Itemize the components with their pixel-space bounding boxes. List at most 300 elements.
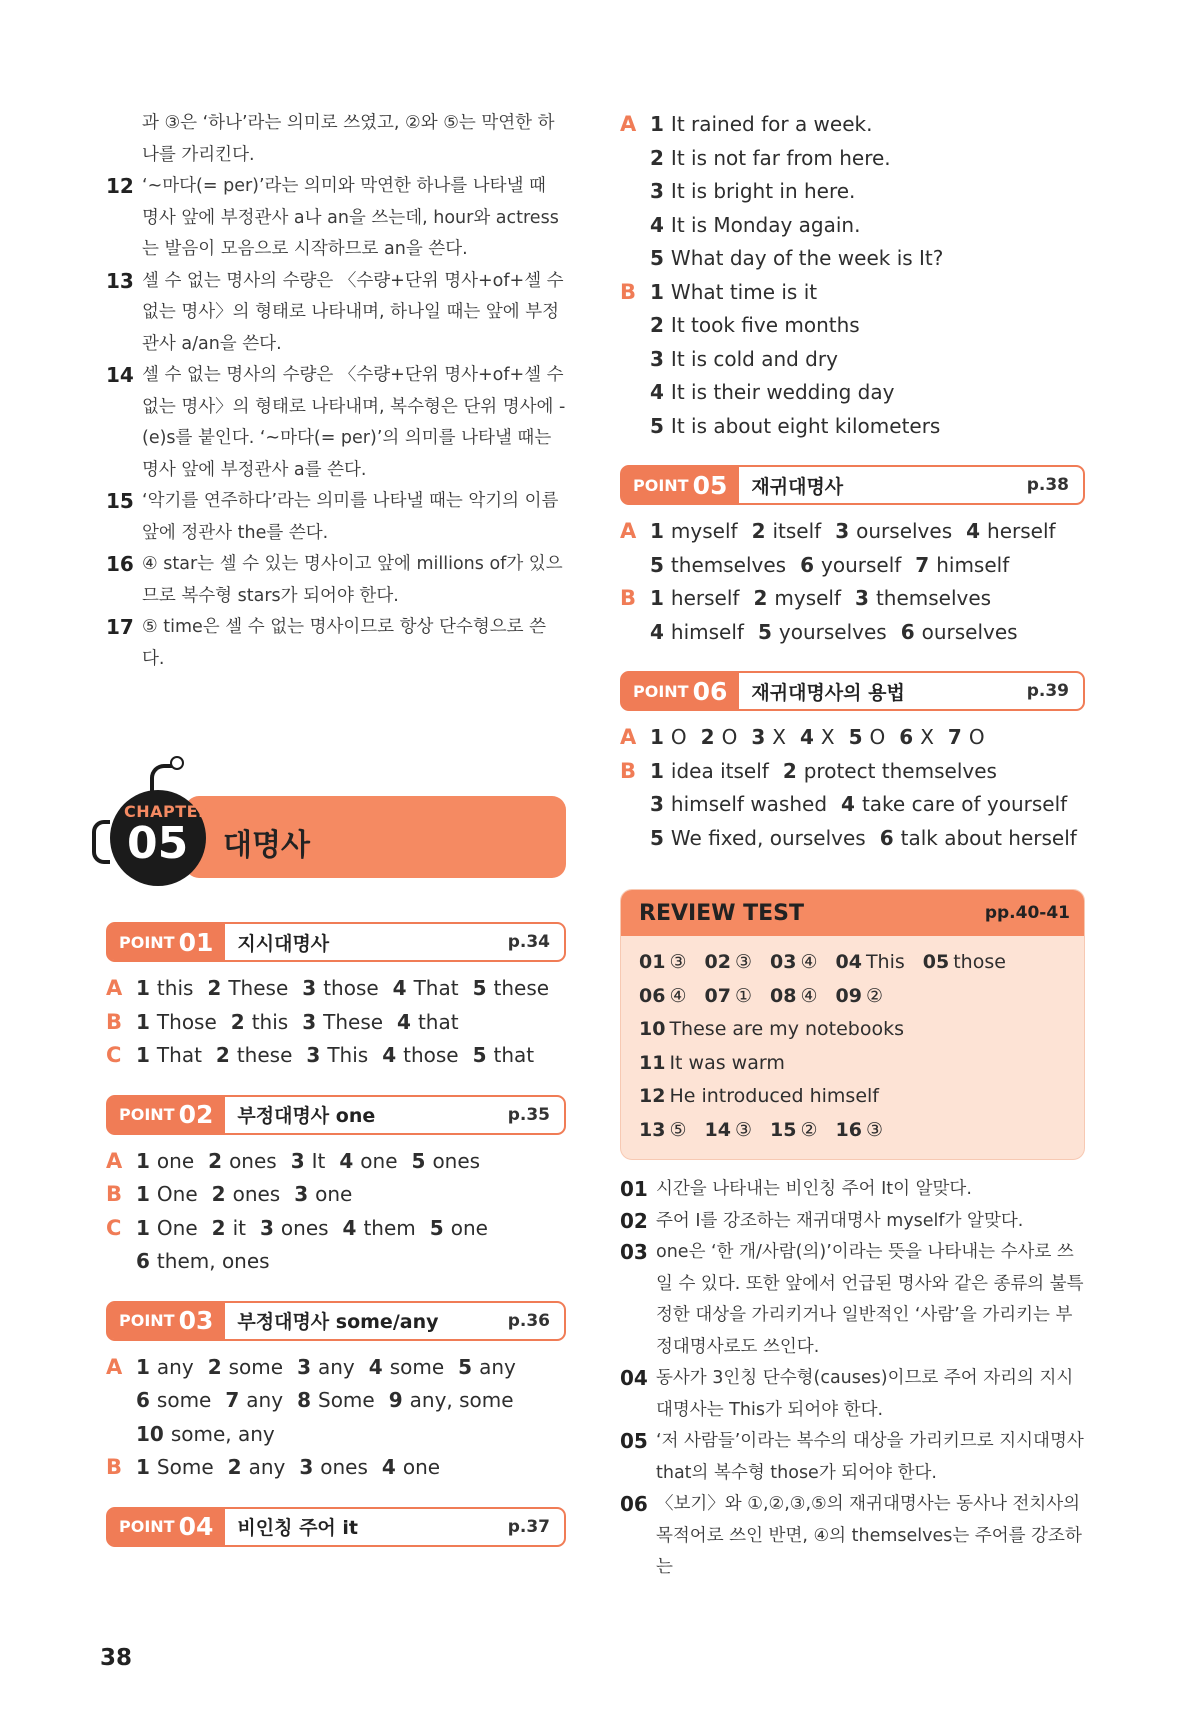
answer-item (915, 549, 1009, 583)
answer-text: any (479, 1354, 516, 1379)
review-answer: ④ (669, 984, 687, 1007)
section-letter: A (106, 1148, 123, 1173)
answer-text: It rained for a week. (670, 112, 873, 136)
answer-item (458, 1351, 516, 1385)
answer-number: 3 (297, 1354, 311, 1379)
review-answer: ② (865, 984, 883, 1007)
answer-line (620, 822, 1085, 856)
review-item (639, 1085, 879, 1107)
answer-number: 6 (800, 552, 814, 577)
review-number: 11 (639, 1051, 666, 1074)
review-item (639, 1052, 785, 1074)
answer-item (701, 721, 738, 755)
answer-line (106, 1451, 566, 1485)
answer-number: 3 (835, 519, 850, 543)
point-04-answers (620, 108, 1085, 443)
answer-item (473, 1039, 535, 1073)
answer-text: ourselves (921, 619, 1018, 644)
answer-line (620, 309, 1085, 343)
answer-text: yourselves (778, 619, 887, 644)
section-letter: C (106, 1215, 122, 1240)
answer-item (339, 1145, 397, 1179)
answer-line (106, 1145, 566, 1179)
answer-item (297, 1384, 375, 1418)
point-page: p.38 (1026, 475, 1069, 495)
answer-item (136, 1212, 198, 1246)
answer-item (650, 410, 940, 444)
point-header-03 (106, 1301, 566, 1341)
review-number: 07 (704, 984, 731, 1007)
note-item (106, 486, 566, 549)
answer-number: 1 (650, 279, 664, 304)
right-points (620, 465, 1085, 855)
answer-text: yourself (821, 552, 902, 577)
answer-text: O (968, 725, 985, 749)
answer-number: 2 (227, 1455, 242, 1479)
review-answer: This (865, 951, 905, 973)
review-title: REVIEW TEST (639, 900, 805, 926)
answer-item (382, 1039, 458, 1073)
answer-text: take care of yourself (861, 792, 1068, 816)
review-answer: These are my notebooks (669, 1018, 904, 1040)
answer-line (620, 142, 1085, 176)
answer-text: O (721, 725, 738, 749)
point-header-04 (106, 1507, 566, 1547)
answer-text: It is bright in here. (670, 179, 856, 203)
answer-item (136, 1178, 198, 1212)
answer-item (650, 549, 786, 583)
point-page: p.34 (507, 932, 550, 952)
answer-text: any (318, 1354, 355, 1379)
review-pages: pp.40-41 (984, 903, 1070, 923)
answer-item (231, 1006, 288, 1040)
section-letter: A (620, 519, 637, 543)
answer-number: 9 (388, 1388, 403, 1412)
answer-number: 4 (392, 976, 407, 1000)
answer-text: this (251, 1009, 289, 1034)
answer-text: them (363, 1215, 416, 1240)
answer-number: 7 (947, 725, 962, 749)
section-letter: A (106, 976, 123, 1000)
answer-text: themselves (875, 586, 992, 610)
answer-text: themselves (670, 552, 787, 577)
answer-number: 7 (225, 1388, 240, 1412)
answer-number: 4 (381, 1455, 396, 1479)
point-page: p.37 (507, 1516, 550, 1537)
answer-text: It took five months (670, 313, 860, 337)
review-answer: ② (800, 1118, 818, 1141)
answer-number: 3 (294, 1182, 309, 1206)
note-text: ④ star는 셀 수 있는 명사이고 앞에 millions of가 있으므로 복수형 stars가 되어야 한다. (142, 554, 563, 606)
answer-item (212, 1212, 246, 1246)
answer-number: 1 (136, 1215, 150, 1240)
note-number: 01 (620, 1177, 648, 1201)
answer-number: 4 (650, 619, 664, 644)
answer-number: 5 (411, 1148, 426, 1173)
review-line (639, 1047, 1066, 1081)
review-number: 03 (770, 951, 797, 973)
answer-number: 3 (650, 346, 664, 371)
spark-icon (170, 756, 184, 770)
left-column (106, 108, 566, 675)
point-tag (622, 467, 739, 503)
answer-text: X (772, 725, 786, 749)
answer-item (800, 549, 901, 583)
answer-item (369, 1351, 444, 1385)
answer-text: talk about herself (900, 825, 1077, 850)
review-line (639, 946, 1066, 980)
answer-item (849, 721, 886, 755)
left-points (106, 922, 566, 1557)
answer-number: 5 (650, 825, 664, 850)
answer-number: 4 (966, 519, 981, 543)
review-number: 05 (922, 951, 950, 973)
answer-text: ones (432, 1148, 481, 1173)
point-title: 비인칭 주어 it (237, 1517, 358, 1539)
answer-item (473, 972, 549, 1006)
answer-item (650, 376, 894, 410)
point-header-02 (106, 1095, 566, 1135)
note-text: ‘~마다(= per)’라는 의미와 막연한 하나를 나타낼 때 명사 앞에 부정관사 a나 an을 쓰는데, hour와 actress는 발음이 모음으로 시작하므로 an을 쓴다. (142, 176, 559, 259)
answer-line (106, 1039, 566, 1073)
right-column (620, 108, 1085, 1584)
answer-item (650, 343, 838, 377)
note-number: 12 (106, 174, 134, 198)
answer-item (650, 209, 860, 243)
note-item (620, 1174, 1085, 1206)
note-number (106, 108, 142, 171)
point-title: 부정대명사 some/any (237, 1311, 439, 1333)
answer-text: Some (156, 1455, 214, 1479)
note-item (620, 1489, 1085, 1584)
review-answer: It was warm (669, 1051, 785, 1074)
answer-text: itself (772, 519, 822, 543)
answer-text: O (869, 725, 886, 749)
answer-number: 6 (879, 825, 894, 850)
answer-item (260, 1212, 329, 1246)
review-line (639, 1114, 1066, 1148)
point-header-05 (620, 465, 1085, 505)
answer-text: any (246, 1388, 284, 1412)
left-notes (106, 108, 566, 675)
note-number: 04 (620, 1366, 648, 1390)
answer-number: 5 (757, 619, 772, 644)
answer-number: 3 (302, 976, 317, 1000)
review-answer: ③ (734, 951, 752, 973)
answer-text: It is cold and dry (670, 346, 838, 371)
answer-number: 1 (650, 112, 664, 136)
answer-number: 8 (297, 1388, 311, 1412)
point-page: p.35 (507, 1104, 550, 1125)
answer-item (841, 788, 1067, 822)
note-text: 셀 수 없는 명사의 수량은 〈수량+단위 명사+of+셀 수 없는 명사〉의 형태로 나타내며, 하나일 때는 앞에 부정관사 a/an을 쓴다. (142, 270, 564, 354)
note-item (106, 108, 566, 171)
answer-number: 1 (136, 976, 150, 1000)
note-text: 과 ③은 ‘하나’라는 의미로 쓰였고, ②와 ⑤는 막연한 하나를 가리킨다. (142, 113, 555, 165)
review-number: 13 (639, 1118, 666, 1141)
answer-text: X (920, 725, 934, 749)
answer-item (228, 1451, 286, 1485)
answer-number: 1 (136, 1182, 150, 1206)
point-number: 05 (692, 470, 728, 500)
section-letter: B (106, 1455, 123, 1479)
answer-number: 2 (211, 1215, 226, 1240)
answer-item (343, 1212, 416, 1246)
answer-item (855, 582, 991, 616)
answer-number: 3 (751, 725, 766, 749)
section-letter: B (106, 1182, 123, 1206)
answer-number: 5 (472, 976, 487, 1000)
answer-item (294, 1178, 352, 1212)
answer-line (620, 108, 1085, 142)
answer-text: It (311, 1148, 326, 1173)
review-header (621, 890, 1084, 936)
section-letter: B (620, 758, 637, 783)
review-answer: ③ (734, 1118, 752, 1141)
answer-item (783, 755, 997, 789)
answer-text: ourselves (856, 519, 953, 543)
note-item (620, 1363, 1085, 1426)
point-tag (108, 1097, 225, 1133)
answer-number: 4 (841, 792, 855, 816)
review-item (705, 985, 753, 1007)
review-number: 10 (639, 1018, 666, 1040)
chapter-title: 대명사 (223, 828, 310, 863)
answer-text: What day of the week is It? (670, 246, 944, 270)
right-notes (620, 1174, 1085, 1584)
review-item (639, 1119, 687, 1141)
answer-item (650, 582, 739, 616)
answer-number: 4 (799, 725, 814, 749)
answer-item (136, 1006, 217, 1040)
note-item (620, 1206, 1085, 1238)
note-text: 셀 수 없는 명사의 수량은 〈수량+단위 명사+of+셀 수 없는 명사〉의 형태로 나타내며, 복수형은 단위 명사에 -(e)s를 붙인다. ‘~마다(= per)’의 의미를 나타낼 때는 명사 앞에 부정관사 a를 쓴다. (142, 365, 566, 480)
section-letter: B (620, 586, 637, 610)
answer-text: herself (987, 519, 1056, 543)
review-number: 06 (639, 984, 666, 1007)
answer-item (650, 242, 943, 276)
answer-item (136, 972, 193, 1006)
answer-item (650, 108, 872, 142)
answer-line (620, 755, 1085, 789)
review-answer: those (953, 951, 1006, 973)
answer-text: those (403, 1043, 459, 1067)
review-line (639, 1080, 1066, 1114)
answer-number: 4 (339, 1148, 354, 1173)
answer-item (136, 1351, 194, 1385)
answer-item (650, 721, 687, 755)
answer-text: herself (670, 586, 740, 610)
review-number: 04 (835, 951, 862, 973)
answer-item (966, 515, 1055, 549)
answer-item (297, 1351, 355, 1385)
note-item (620, 1426, 1085, 1489)
answer-item (136, 1418, 275, 1452)
review-item (836, 951, 905, 973)
answer-text: This (327, 1043, 369, 1067)
chapter-label: CHAPTER (124, 802, 211, 821)
answer-item (208, 1145, 277, 1179)
section-letter: B (620, 279, 637, 304)
answer-line (106, 1178, 566, 1212)
answer-line (620, 582, 1085, 616)
answer-item (880, 822, 1077, 856)
answer-number: 3 (290, 1148, 305, 1173)
answer-line (620, 549, 1085, 583)
answer-text: Some (318, 1388, 375, 1412)
answer-item (136, 1451, 214, 1485)
answer-line (620, 343, 1085, 377)
answer-number: 2 (215, 1043, 230, 1067)
note-text: 주어 I를 강조하는 재귀대명사 myself가 알맞다. (656, 1210, 1024, 1231)
answer-text: any, some (409, 1388, 514, 1412)
answer-item (751, 721, 786, 755)
answer-item (901, 616, 1018, 650)
answer-line (620, 242, 1085, 276)
review-number: 14 (704, 1118, 731, 1141)
answer-number: 4 (368, 1354, 383, 1379)
answer-text: himself (670, 619, 744, 644)
answer-line (106, 1006, 566, 1040)
answer-line (620, 276, 1085, 310)
answer-number: 1 (650, 725, 664, 749)
review-number: 08 (770, 984, 797, 1007)
answer-line (620, 209, 1085, 243)
point-tag-label: POINT (119, 1517, 175, 1536)
review-number: 01 (639, 951, 666, 973)
review-answer: ④ (800, 951, 818, 973)
answer-number: 4 (342, 1215, 357, 1240)
answer-number: 4 (397, 1009, 411, 1034)
answer-item (393, 972, 459, 1006)
note-item (106, 266, 566, 361)
answer-text: those (323, 976, 379, 1000)
note-item (106, 360, 566, 486)
review-number: 16 (835, 1118, 862, 1141)
answer-item (650, 616, 744, 650)
note-number: 14 (106, 363, 134, 387)
point-header-01 (106, 922, 566, 962)
answer-number: 5 (458, 1354, 473, 1379)
answer-item (136, 1145, 194, 1179)
answer-text: it (232, 1215, 246, 1240)
section-letter: A (106, 1354, 123, 1379)
note-number: 02 (620, 1208, 648, 1233)
review-item (770, 985, 818, 1007)
section-letter: C (106, 1043, 122, 1067)
answer-text: some (389, 1354, 445, 1379)
section-letter: A (620, 112, 637, 136)
answer-item (758, 616, 887, 650)
point-title: 부정대명사 one (237, 1105, 376, 1127)
review-item (705, 951, 753, 973)
answer-number: 3 (259, 1215, 274, 1240)
answer-text: himself (936, 552, 1010, 577)
answer-number: 2 (211, 1182, 226, 1206)
answer-text: ones (280, 1215, 329, 1240)
review-item (836, 985, 884, 1007)
answer-text: These (228, 976, 289, 1000)
answer-item (136, 1384, 211, 1418)
review-line (639, 980, 1066, 1014)
chapter-banner (90, 760, 566, 880)
answer-text: What time is it (670, 279, 818, 304)
page-number: 38 (100, 1645, 133, 1671)
answer-text: That (156, 1043, 202, 1067)
answer-item (752, 515, 822, 549)
answer-item (650, 515, 738, 549)
answer-text: any (248, 1455, 286, 1479)
answer-item (430, 1212, 488, 1246)
answer-text: himself washed (670, 792, 828, 816)
answer-text: some (156, 1388, 212, 1412)
answer-number: 3 (299, 1455, 314, 1479)
answer-item (650, 788, 827, 822)
review-item (639, 1018, 904, 1040)
answer-line (106, 1212, 566, 1246)
answer-item (306, 1039, 368, 1073)
chapter-number: 05 (127, 818, 189, 869)
review-number: 02 (704, 951, 731, 973)
answer-item (650, 276, 817, 310)
answer-text: We fixed, ourselves (670, 825, 866, 850)
answer-number: 4 (382, 1043, 397, 1067)
point-tag (622, 673, 739, 709)
answer-text: These (323, 1009, 384, 1034)
note-number: 16 (106, 552, 134, 576)
answer-line (106, 1351, 566, 1385)
note-item (106, 612, 566, 675)
point-tag (108, 1509, 225, 1545)
answer-item (136, 1039, 202, 1073)
review-test (620, 889, 1085, 1160)
point-tag-label: POINT (119, 932, 175, 952)
answer-number: 5 (472, 1043, 487, 1067)
answer-line (106, 972, 566, 1006)
note-item (106, 549, 566, 612)
review-answer: ③ (865, 1118, 883, 1141)
point-tag-label: POINT (119, 1311, 175, 1330)
answer-number: 1 (650, 586, 664, 610)
answer-item (650, 309, 860, 343)
answer-number: 1 (136, 1043, 150, 1067)
answer-text: protect themselves (803, 758, 997, 783)
answer-text: It is their wedding day (670, 380, 895, 404)
answer-item (299, 1451, 368, 1485)
answer-item (212, 1178, 281, 1212)
answer-number: 3 (855, 586, 869, 610)
answer-line (620, 410, 1085, 444)
answer-number: 6 (136, 1388, 150, 1412)
answer-item (650, 755, 769, 789)
answer-item (948, 721, 985, 755)
answer-text: that (493, 1043, 535, 1067)
answer-number: 3 (306, 1043, 321, 1067)
answer-number: 6 (899, 725, 914, 749)
answer-line (106, 1245, 566, 1279)
answer-number: 7 (915, 552, 930, 577)
answer-text: X (820, 725, 835, 749)
answer-text: myself (774, 586, 842, 610)
answer-item (650, 822, 866, 856)
section-letter: A (620, 725, 637, 749)
point-page: p.39 (1026, 681, 1069, 701)
answer-line (620, 376, 1085, 410)
note-number: 15 (106, 489, 134, 513)
review-item (836, 1119, 884, 1141)
answer-item (800, 721, 835, 755)
answer-number: 1 (136, 1455, 150, 1479)
